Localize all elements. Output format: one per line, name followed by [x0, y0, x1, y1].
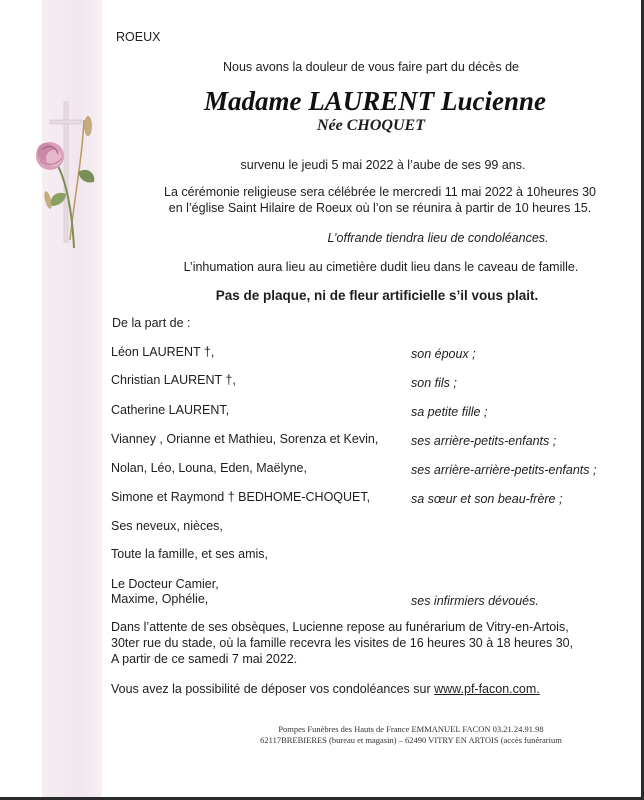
family-member-relation: ses arrière-arrière-petits-enfants ; [411, 463, 597, 477]
burial-text: L’inhumation aura lieu au cimetière dudit lieu dans le caveau de famille. [183, 260, 579, 274]
family-member-name: Toute la famille, et ses amis, [111, 547, 269, 561]
repose-line-3: A partir de ce samedi 7 mai 2022. [111, 652, 298, 666]
ceremony-line-2: en l’église Saint Hilaire de Roeux où l’on se réunira à partir de 10 heures 15. [168, 201, 592, 215]
family-member-name: Christian LAURENT †, [111, 373, 236, 387]
death-notice: survenu le jeudi 5 mai 2022 à l’aube de ses 99 ans. [240, 158, 526, 172]
family-member-name: Vianney , Orianne et Mathieu, Sorenza et Kevin, [111, 432, 379, 446]
condolence-prefix: Vous avez la possibilité de déposer vos condoléances sur [111, 682, 435, 696]
funeral-home-line-1: Pompes Funèbres des Hauts de France EMMANUEL FACON 03.21.24.91.98 [278, 724, 544, 734]
no-plaque-notice: Pas de plaque, ni de fleur artificielle s’il vous plait. [215, 288, 539, 303]
condolence-text [111, 682, 540, 696]
ceremony-text [0, 184, 644, 216]
repose-line-1: Dans l’attente de ses obsèques, Lucienne repose au funérarium de Vitry-en-Artois, [111, 620, 569, 634]
maiden-name: Née CHOQUET [317, 117, 425, 134]
nurses-relation: ses infirmiers dévoués. [411, 594, 539, 608]
intro-text: Nous avons la douleur de vous faire part du décès de [222, 60, 520, 74]
family-member-relation: son époux ; [411, 347, 476, 361]
family-member-relation: sa petite fille ; [411, 405, 488, 419]
funeral-home-line-2: 62117BREBIERES (bureau et magasin) – 62490 VITRY EN ARTOIS (accès funérarium [260, 735, 562, 745]
family-member-name: Ses neveux, nièces, [111, 519, 223, 533]
locality: ROEUX [116, 30, 161, 44]
family-member-name: Catherine LAURENT, [111, 403, 230, 417]
funeral-home-info [0, 724, 644, 746]
condolence-link[interactable]: www.pf-facon.com. [434, 682, 540, 696]
family-member-relation: ses arrière-petits-enfants ; [411, 434, 557, 448]
ceremony-line-1: La cérémonie religieuse sera célébrée le mercredi 11 mai 2022 à 10heures 30 [164, 185, 596, 199]
nurses-line-2: Maxime, Ophélie, [111, 592, 209, 606]
offering-text: L’offrande tiendra lieu de condoléances. [327, 231, 549, 245]
family-member-name: Léon LAURENT †, [111, 345, 215, 359]
repose-text [111, 619, 573, 667]
repose-line-2: 30ter rue du stade, où la famille recevra les visites de 16 heures 30 à 18 heures 30, [111, 636, 574, 650]
family-member-relation: son fils ; [411, 376, 457, 390]
nurses-line-1: Le Docteur Camier, [111, 577, 219, 591]
family-member-name: Simone et Raymond † BEDHOME-CHOQUET, [111, 490, 371, 504]
family-member-name: Nolan, Léo, Louna, Eden, Maëlyne, [111, 461, 307, 475]
family-member-relation: sa sœur et son beau-frère ; [411, 492, 563, 506]
deceased-name: Madame LAURENT Lucienne [204, 86, 546, 116]
from-label: De la part de : [112, 316, 191, 330]
